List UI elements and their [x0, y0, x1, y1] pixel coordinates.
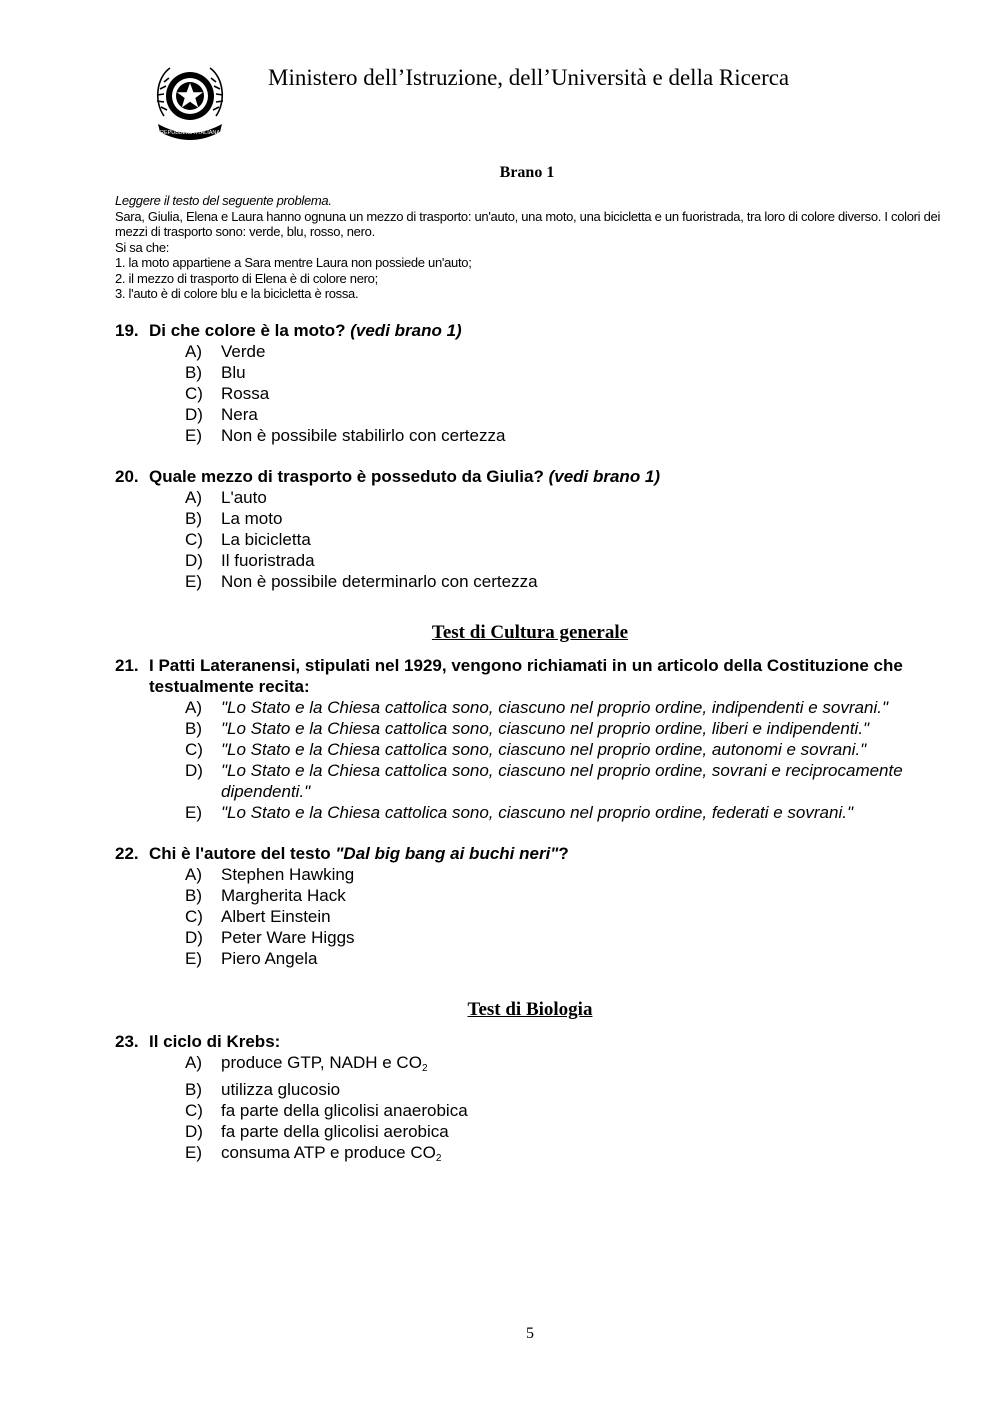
brano-passage [115, 193, 950, 302]
question-reference: (vedi brano 1) [350, 321, 462, 340]
answer-option[interactable]: E) "Lo Stato e la Chiesa cattolica sono, ciascuno nel proprio ordine, federati e sovrani." [185, 803, 853, 822]
question-reference: (vedi brano 1) [548, 467, 661, 486]
passage-line: 1. la moto appartiene a Sara mentre Laura non possiede un'auto; [115, 255, 472, 270]
question-number: 22. [115, 844, 139, 863]
page-number: 5 [526, 1325, 534, 1342]
answer-option[interactable]: A) L'auto [185, 488, 267, 507]
question-header [115, 1031, 955, 1052]
answer-option[interactable]: B) Margherita Hack [185, 886, 346, 905]
italian-republic-emblem-icon [150, 58, 230, 142]
question-number: 23. [115, 1032, 139, 1051]
answer-option[interactable]: E) Non è possibile determinarlo con certezza [185, 572, 538, 591]
section-title-biologia: Test di Biologia [467, 999, 593, 1020]
question-header [115, 320, 955, 341]
answer-option[interactable]: B) utilizza glucosio [185, 1080, 341, 1099]
answer-option[interactable]: B) La moto [185, 509, 283, 528]
question-header [115, 843, 955, 864]
book-title: "Dal big bang ai buchi neri" [335, 844, 559, 863]
passage-line: Sara, Giulia, Elena e Laura hanno ognuna un mezzo di trasporto: un'auto, una moto, una bicicletta e un fuoristrada, tra loro di colore diverso. I colori dei mezzi di trasporto sono: verde, blu, rosso, nero. [115, 208, 941, 239]
answer-option[interactable]: E) Piero Angela [185, 949, 318, 968]
page-header [150, 58, 930, 148]
ministry-title: Ministero dell’Istruzione, dell’Università e della Ricerca [268, 65, 790, 90]
question-text: Il ciclo di Krebs: [149, 1032, 281, 1051]
question-23 [115, 1031, 955, 1169]
question-text: Chi è l'autore del testo "Dal big bang ai buchi neri"? [149, 844, 569, 863]
answer-options [115, 864, 955, 969]
answer-option[interactable]: A) produce GTP, NADH e $CO_2$ [185, 1053, 428, 1074]
passage-line: 2. il mezzo di trasporto di Elena è di colore nero; [115, 270, 378, 286]
question-21 [115, 655, 955, 823]
answer-options [115, 697, 955, 823]
answer-option[interactable]: D) Nera [185, 405, 258, 424]
question-number: 20. [115, 467, 139, 486]
answer-option[interactable]: D) Peter Ware Higgs [185, 928, 355, 947]
question-header [115, 655, 955, 697]
answer-option[interactable]: B) Blu [185, 363, 246, 382]
answer-option[interactable]: C) fa parte della glicolisi anaerobica [185, 1101, 468, 1120]
answer-option[interactable]: A) Verde [185, 342, 266, 361]
answer-options [115, 487, 955, 592]
answer-option[interactable]: A) "Lo Stato e la Chiesa cattolica sono, ciascuno nel proprio ordine, indipendenti e sovrani." [185, 698, 888, 717]
answer-options [115, 341, 955, 446]
question-number: 21. [115, 656, 139, 675]
answer-option[interactable]: C) Albert Einstein [185, 907, 331, 926]
brano-title: Brano 1 [499, 164, 555, 181]
question-number: 19. [115, 321, 139, 340]
question-text: I Patti Lateranensi, stipulati nel 1929, vengono richiamati in un articolo della Costituzione che testualmente recita: [149, 656, 903, 696]
question-text: Di che colore è la moto? (vedi brano 1) [149, 321, 462, 340]
answer-option[interactable]: C) "Lo Stato e la Chiesa cattolica sono, ciascuno nel proprio ordine, autonomi e sovrani." [185, 740, 867, 759]
question-19 [115, 320, 955, 446]
answer-option[interactable]: C) Rossa [185, 384, 270, 403]
passage-intro: Leggere il testo del seguente problema. [115, 193, 332, 208]
answer-option[interactable]: D) fa parte della glicolisi aerobica [185, 1122, 449, 1141]
answer-option[interactable]: C) La bicicletta [185, 530, 311, 549]
answer-options [115, 1052, 955, 1169]
question-text: Quale mezzo di trasporto è posseduto da Giulia? (vedi brano 1) [149, 467, 661, 486]
answer-option[interactable]: D) "Lo Stato e la Chiesa cattolica sono, ciascuno nel proprio ordine, sovrani e reciprocamente dipendenti." [185, 761, 903, 801]
question-20 [115, 466, 955, 592]
passage-line: Si sa che: [115, 239, 170, 255]
question-22 [115, 843, 955, 969]
answer-option[interactable]: A) Stephen Hawking [185, 865, 355, 884]
section-title-cultura-generale: Test di Cultura generale [431, 622, 629, 643]
passage-line: 3. l'auto è di colore blu e la bicicletta è rossa. [115, 286, 359, 301]
answer-option[interactable]: D) Il fuoristrada [185, 551, 315, 570]
answer-option[interactable]: E) consuma ATP e produce $CO_2$ [185, 1143, 442, 1164]
answer-option[interactable]: B) "Lo Stato e la Chiesa cattolica sono, ciascuno nel proprio ordine, liberi e indipendenti." [185, 719, 870, 738]
answer-option[interactable]: E) Non è possibile stabilirlo con certezza [185, 426, 506, 445]
question-header [115, 466, 955, 487]
svg-text:REPUBBLICA ITALIANA: REPUBBLICA ITALIANA [159, 130, 221, 136]
